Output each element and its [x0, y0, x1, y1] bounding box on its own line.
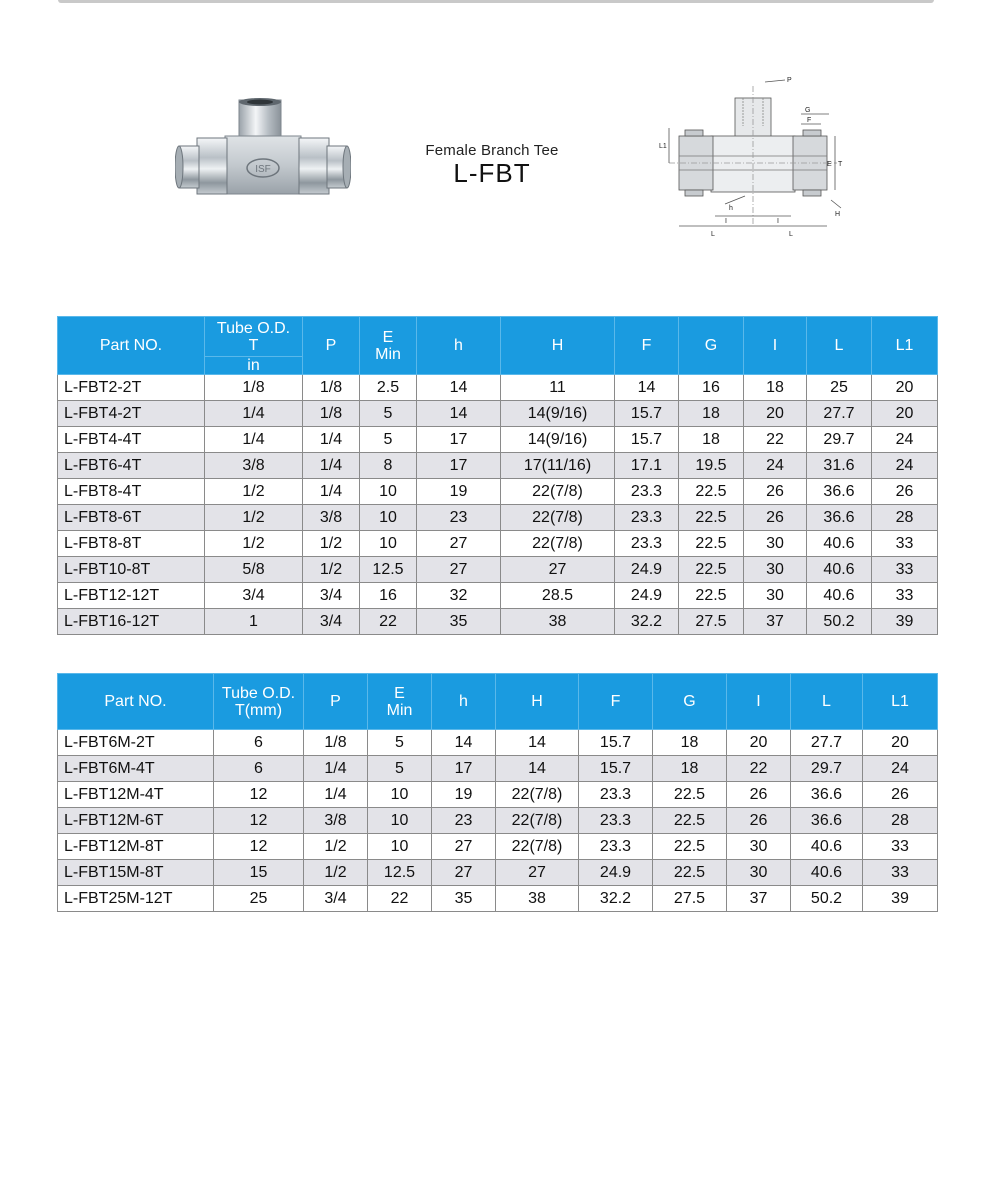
table-cell: 36.6 — [807, 505, 872, 531]
table-cell: 26 — [744, 479, 807, 505]
table-cell: 22(7/8) — [496, 782, 579, 808]
table-cell: 33 — [872, 531, 938, 557]
table-cell: 22.5 — [653, 808, 727, 834]
table-cell: 30 — [744, 557, 807, 583]
table-cell: 40.6 — [807, 557, 872, 583]
table-cell: 20 — [872, 401, 938, 427]
table-cell: 40.6 — [807, 531, 872, 557]
table-cell: 26 — [863, 782, 938, 808]
table-cell: 40.6 — [807, 583, 872, 609]
part-number-cell: L-FBT12-12T — [58, 583, 205, 609]
table-row — [58, 375, 938, 401]
table-cell: 22.5 — [653, 860, 727, 886]
table-cell: 17 — [417, 453, 501, 479]
drawing-label-l1: L1 — [659, 143, 667, 150]
table-row — [58, 583, 938, 609]
part-number-cell: L-FBT12M-6T — [58, 808, 214, 834]
table-cell: 14 — [432, 730, 496, 756]
table-cell: 27 — [417, 531, 501, 557]
table-cell: 10 — [368, 808, 432, 834]
table-cell: 33 — [872, 557, 938, 583]
product-model: L-FBT — [453, 158, 531, 188]
header-tube-t: T — [248, 336, 259, 354]
product-title — [412, 142, 572, 189]
table-cell: 22 — [360, 609, 417, 635]
m-header-p: P — [304, 674, 368, 730]
table-cell: 5 — [368, 730, 432, 756]
table-cell: 18 — [653, 730, 727, 756]
table-cell: 23 — [417, 505, 501, 531]
table-cell: 28 — [872, 505, 938, 531]
table-cell: 20 — [727, 730, 791, 756]
table-cell: 1/4 — [304, 782, 368, 808]
m-header-g: G — [653, 674, 727, 730]
drawing-label-l-left: L — [711, 231, 715, 238]
table-cell: 24 — [744, 453, 807, 479]
table-cell: 14 — [496, 730, 579, 756]
table-cell: 33 — [872, 583, 938, 609]
table-cell: 28.5 — [501, 583, 615, 609]
part-number-cell: L-FBT4-2T — [58, 401, 205, 427]
table-cell: 27 — [432, 834, 496, 860]
table-cell: 2.5 — [360, 375, 417, 401]
table-cell: 3/4 — [205, 583, 303, 609]
table-cell: 30 — [744, 531, 807, 557]
table-cell: 22(7/8) — [496, 834, 579, 860]
table-cell: 17.1 — [615, 453, 679, 479]
table-row — [58, 531, 938, 557]
table-cell: 36.6 — [791, 808, 863, 834]
table-cell: 39 — [872, 609, 938, 635]
part-number-cell: L-FBT15M-8T — [58, 860, 214, 886]
table-cell: 1/8 — [304, 730, 368, 756]
table-cell: 1/4 — [304, 756, 368, 782]
table-row — [58, 730, 938, 756]
table-cell: 10 — [360, 505, 417, 531]
table-cell: 22.5 — [653, 782, 727, 808]
table-row — [58, 808, 938, 834]
table-cell: 22 — [368, 886, 432, 912]
table-cell: 5 — [360, 427, 417, 453]
table-cell: 23.3 — [579, 834, 653, 860]
table-cell: 1/4 — [303, 453, 360, 479]
header-big-h: H — [501, 317, 615, 375]
table-row — [58, 782, 938, 808]
header-part-no: Part NO. — [58, 317, 205, 375]
table-cell: 23.3 — [579, 808, 653, 834]
table-cell: 22.5 — [679, 479, 744, 505]
header-tube-od — [205, 317, 303, 357]
table-cell: 1/2 — [205, 479, 303, 505]
m-header-e-label: E — [394, 684, 405, 702]
m-header-f: F — [579, 674, 653, 730]
m-header-small-h: h — [432, 674, 496, 730]
table-cell: 19.5 — [679, 453, 744, 479]
table-cell: 22(7/8) — [501, 479, 615, 505]
table-cell: 1/2 — [205, 531, 303, 557]
table-cell: 1/2 — [304, 834, 368, 860]
m-header-e-min: Min — [386, 701, 413, 719]
table-cell: 5 — [368, 756, 432, 782]
part-number-cell: L-FBT6M-2T — [58, 730, 214, 756]
logo-text: ISF — [255, 164, 271, 175]
table-cell: 27.5 — [679, 609, 744, 635]
part-number-cell: L-FBT4-4T — [58, 427, 205, 453]
table-cell: 27 — [432, 860, 496, 886]
drawing-label-e: E — [827, 161, 832, 168]
table-cell: 30 — [744, 583, 807, 609]
table-cell: 29.7 — [791, 756, 863, 782]
table-cell: 1/4 — [205, 401, 303, 427]
table-row — [58, 557, 938, 583]
table-cell: 30 — [727, 834, 791, 860]
table-cell: 38 — [501, 609, 615, 635]
header-g: G — [679, 317, 744, 375]
table-cell: 1/4 — [205, 427, 303, 453]
table-cell: 27.7 — [807, 401, 872, 427]
table-cell: 18 — [744, 375, 807, 401]
table-cell: 24 — [863, 756, 938, 782]
m-header-l: L — [791, 674, 863, 730]
table-row — [58, 886, 938, 912]
table-cell: 28 — [863, 808, 938, 834]
table-cell: 36.6 — [791, 782, 863, 808]
table-cell: 22.5 — [679, 557, 744, 583]
metric-table-body — [58, 730, 938, 912]
table-cell: 32.2 — [615, 609, 679, 635]
part-number-cell: L-FBT12M-4T — [58, 782, 214, 808]
part-number-cell: L-FBT12M-8T — [58, 834, 214, 860]
table-cell: 24.9 — [615, 583, 679, 609]
table-row — [58, 427, 938, 453]
table-cell: 25 — [807, 375, 872, 401]
table-cell: 40.6 — [791, 834, 863, 860]
table-cell: 3/8 — [303, 505, 360, 531]
table-cell: 22(7/8) — [501, 531, 615, 557]
top-rule — [58, 0, 934, 3]
table-cell: 11 — [501, 375, 615, 401]
product-photo — [175, 96, 351, 202]
header-p: P — [303, 317, 360, 375]
table-cell: 12 — [214, 834, 304, 860]
table-cell: 23.3 — [615, 505, 679, 531]
metric-spec-table — [57, 673, 938, 912]
table-cell: 3/4 — [303, 583, 360, 609]
part-number-cell: L-FBT25M-12T — [58, 886, 214, 912]
table-row — [58, 834, 938, 860]
table-cell: 50.2 — [791, 886, 863, 912]
table-cell: 3/8 — [205, 453, 303, 479]
table-cell: 24.9 — [615, 557, 679, 583]
table-cell: 26 — [727, 808, 791, 834]
table-cell: 18 — [679, 401, 744, 427]
table-cell: 23 — [432, 808, 496, 834]
m-header-part-no: Part NO. — [58, 674, 214, 730]
table-cell: 15.7 — [615, 401, 679, 427]
table-cell: 20 — [744, 401, 807, 427]
table-row — [58, 401, 938, 427]
drawing-label-small-h: h — [729, 205, 733, 212]
technical-drawing — [655, 76, 845, 240]
m-header-tube-t: T(mm) — [234, 701, 283, 719]
table-row — [58, 479, 938, 505]
table-cell: 16 — [360, 583, 417, 609]
table-cell: 14 — [496, 756, 579, 782]
table-cell: 19 — [417, 479, 501, 505]
table-cell: 1/2 — [303, 557, 360, 583]
table-cell: 27.5 — [653, 886, 727, 912]
table-cell: 23.3 — [579, 782, 653, 808]
inch-table-body — [58, 375, 938, 635]
table-cell: 37 — [727, 886, 791, 912]
table-cell: 32.2 — [579, 886, 653, 912]
table-cell: 25 — [214, 886, 304, 912]
table-cell: 14 — [615, 375, 679, 401]
table-cell: 37 — [744, 609, 807, 635]
table-cell: 22.5 — [653, 834, 727, 860]
table-cell: 27 — [417, 557, 501, 583]
table-cell: 6 — [214, 730, 304, 756]
table-cell: 3/4 — [303, 609, 360, 635]
table-cell: 17 — [432, 756, 496, 782]
m-header-big-h: H — [496, 674, 579, 730]
table-cell: 23.3 — [615, 531, 679, 557]
table-cell: 24 — [872, 427, 938, 453]
m-header-l1: L1 — [863, 674, 938, 730]
table-cell: 1/4 — [303, 427, 360, 453]
drawing-label-f: F — [807, 117, 812, 124]
table-cell: 12 — [214, 782, 304, 808]
part-number-cell: L-FBT16-12T — [58, 609, 205, 635]
header-small-h: h — [417, 317, 501, 375]
table-cell: 22 — [744, 427, 807, 453]
table-cell: 15.7 — [615, 427, 679, 453]
table-cell: 17(11/16) — [501, 453, 615, 479]
table-cell: 50.2 — [807, 609, 872, 635]
m-header-tube-od — [214, 674, 304, 730]
table-row — [58, 756, 938, 782]
table-row — [58, 860, 938, 886]
table-cell: 15.7 — [579, 730, 653, 756]
table-cell: 10 — [368, 834, 432, 860]
part-number-cell: L-FBT6M-4T — [58, 756, 214, 782]
header-l: L — [807, 317, 872, 375]
table-cell: 27.7 — [791, 730, 863, 756]
table-cell: 22(7/8) — [496, 808, 579, 834]
table-cell: 19 — [432, 782, 496, 808]
table-cell: 20 — [863, 730, 938, 756]
product-subtitle: Female Branch Tee — [425, 142, 559, 159]
table-cell: 27 — [496, 860, 579, 886]
table-cell: 14(9/16) — [501, 401, 615, 427]
table-cell: 35 — [432, 886, 496, 912]
table-cell: 3/8 — [304, 808, 368, 834]
table-cell: 1/2 — [303, 531, 360, 557]
table-row — [58, 609, 938, 635]
inch-spec-table — [57, 316, 938, 635]
table-cell: 10 — [368, 782, 432, 808]
table-cell: 16 — [679, 375, 744, 401]
table-cell: 22.5 — [679, 505, 744, 531]
table-cell: 10 — [360, 531, 417, 557]
table-cell: 8 — [360, 453, 417, 479]
m-header-tube-od-label: Tube O.D. — [221, 684, 296, 702]
table-cell: 1/2 — [304, 860, 368, 886]
table-cell: 14 — [417, 375, 501, 401]
header-tube-unit: in — [205, 357, 303, 375]
table-cell: 22 — [727, 756, 791, 782]
table-cell: 29.7 — [807, 427, 872, 453]
table-cell: 22(7/8) — [501, 505, 615, 531]
table-cell: 22.5 — [679, 531, 744, 557]
table-cell: 1/8 — [303, 375, 360, 401]
part-number-cell: L-FBT6-4T — [58, 453, 205, 479]
table-row — [58, 453, 938, 479]
table-cell: 3/4 — [304, 886, 368, 912]
part-number-cell: L-FBT8-8T — [58, 531, 205, 557]
table-cell: 24.9 — [579, 860, 653, 886]
table-cell: 1 — [205, 609, 303, 635]
table-cell: 36.6 — [807, 479, 872, 505]
part-number-cell: L-FBT8-4T — [58, 479, 205, 505]
table-cell: 5/8 — [205, 557, 303, 583]
table-cell: 30 — [727, 860, 791, 886]
table-cell: 32 — [417, 583, 501, 609]
header-l1: L1 — [872, 317, 938, 375]
table-cell: 15 — [214, 860, 304, 886]
table-cell: 5 — [360, 401, 417, 427]
table-cell: 17 — [417, 427, 501, 453]
table-cell: 12.5 — [360, 557, 417, 583]
table-row — [58, 505, 938, 531]
table-cell: 35 — [417, 609, 501, 635]
table-cell: 6 — [214, 756, 304, 782]
table-cell: 26 — [872, 479, 938, 505]
header-e-min: Min — [375, 345, 401, 363]
drawing-label-big-h: H — [835, 211, 841, 218]
table-cell: 18 — [653, 756, 727, 782]
table-cell: 27 — [501, 557, 615, 583]
table-cell: 1/8 — [205, 375, 303, 401]
table-cell: 15.7 — [579, 756, 653, 782]
table-cell: 26 — [744, 505, 807, 531]
table-cell: 18 — [679, 427, 744, 453]
table-cell: 33 — [863, 834, 938, 860]
table-cell: 14 — [417, 401, 501, 427]
table-cell: 26 — [727, 782, 791, 808]
table-cell: 38 — [496, 886, 579, 912]
table-cell: 33 — [863, 860, 938, 886]
part-number-cell: L-FBT2-2T — [58, 375, 205, 401]
table-cell: 40.6 — [791, 860, 863, 886]
m-header-e — [368, 674, 432, 730]
table-cell: 22.5 — [679, 583, 744, 609]
drawing-label-l-right: L — [789, 231, 793, 238]
table-cell: 14(9/16) — [501, 427, 615, 453]
table-cell: 12 — [214, 808, 304, 834]
drawing-label-p: P — [787, 77, 792, 84]
table-cell: 12.5 — [368, 860, 432, 886]
drawing-label-t: T — [838, 161, 843, 168]
header-e-label: E — [382, 328, 394, 346]
table-cell: 10 — [360, 479, 417, 505]
m-header-i: I — [727, 674, 791, 730]
header-e — [360, 317, 417, 375]
table-cell: 31.6 — [807, 453, 872, 479]
table-cell: 1/4 — [303, 479, 360, 505]
drawing-label-i-left: I — [725, 218, 727, 225]
table-cell: 20 — [872, 375, 938, 401]
table-cell: 24 — [872, 453, 938, 479]
table-cell: 23.3 — [615, 479, 679, 505]
header-f: F — [615, 317, 679, 375]
drawing-label-g: G — [805, 107, 811, 114]
header-i: I — [744, 317, 807, 375]
part-number-cell: L-FBT10-8T — [58, 557, 205, 583]
header-tube-od-label: Tube O.D. — [216, 319, 291, 337]
table-cell: 1/2 — [205, 505, 303, 531]
part-number-cell: L-FBT8-6T — [58, 505, 205, 531]
drawing-label-i-right: I — [777, 218, 779, 225]
table-cell: 39 — [863, 886, 938, 912]
table-cell: 1/8 — [303, 401, 360, 427]
